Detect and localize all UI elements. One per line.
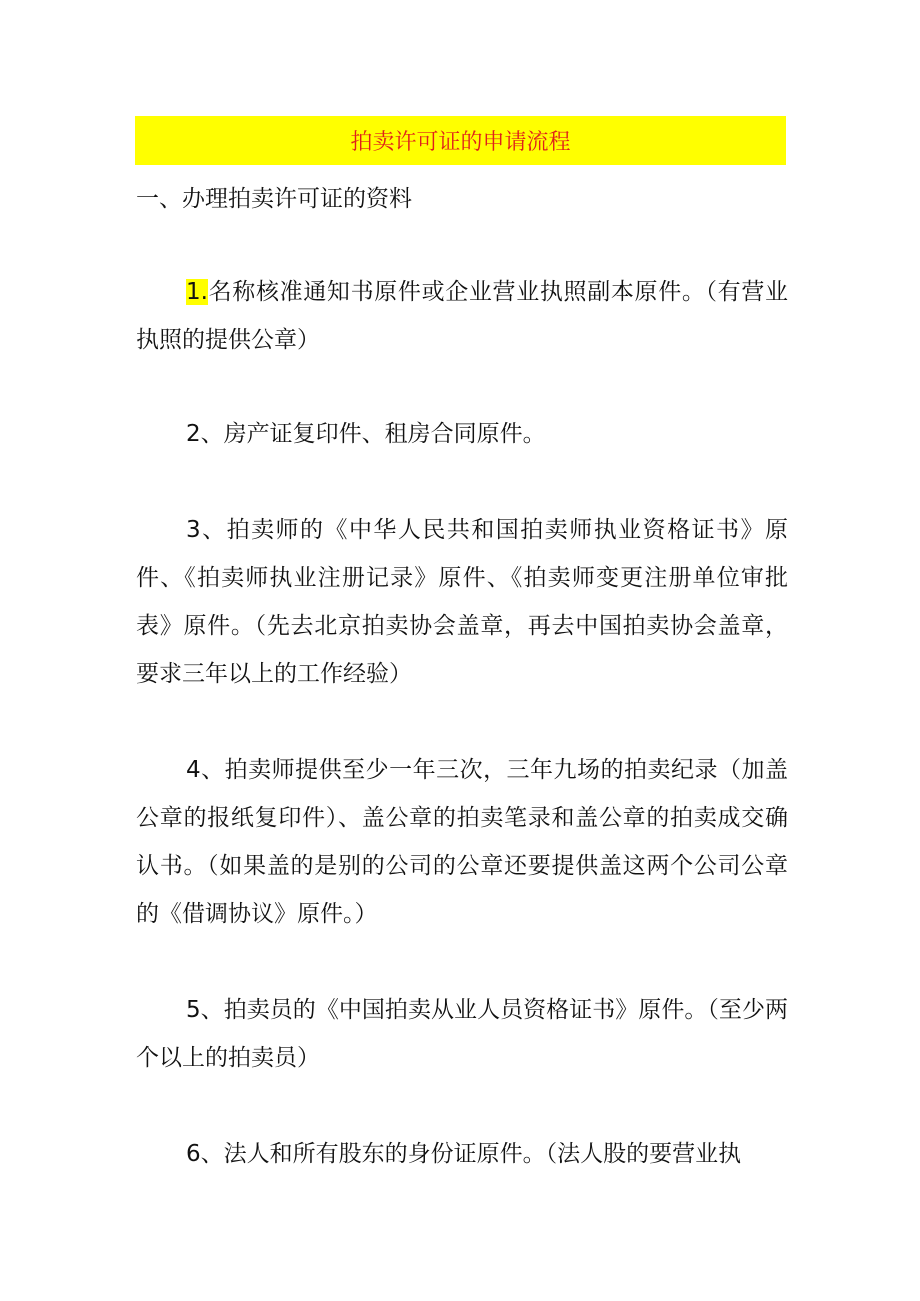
list-item-4 [136,746,788,938]
item-number-4: 4、 [186,757,225,783]
item-number-5: 5、 [186,997,224,1023]
item-text-4: 拍卖师提供至少一年三次，三年九场的拍卖纪录（加盖公章的报纸复印件）、盖公章的拍卖笔录和盖公章的拍卖成交确认书。（如果盖的是别的公司的公章还要提供盖这两个公司公章的《借调协议》原件。） [136,757,788,927]
item-number-3: 3、 [186,517,227,543]
item-text-3: 拍卖师的《中华人民共和国拍卖师执业资格证书》原件、《拍卖师执业注册记录》原件、《拍卖师变更注册单位审批表》原件。（先去北京拍卖协会盖章，再去中国拍卖协会盖章，要求三年以上的工作经验） [136,517,789,687]
section-heading: 一、办理拍卖许可证的资料 [136,186,412,212]
item-number-6: 6、 [186,1141,224,1167]
item-text-2: 房产证复印件、租房合同原件。 [223,421,546,447]
item-number-1: 1. [186,279,208,305]
list-item-6 [136,1130,788,1178]
item-number-2: 2、 [186,421,224,447]
item-text-5: 拍卖员的《中国拍卖从业人员资格证书》原件。（至少两个以上的拍卖员） [136,997,788,1071]
item-text-1: 名称核准通知书原件或企业营业执照副本原件。（有营业执照的提供公章） [136,279,788,353]
list-item-1 [136,268,788,364]
list-item-3 [136,506,788,698]
title-banner [135,116,786,165]
page-title: 拍卖许可证的申请流程 [350,130,571,155]
list-item-2 [136,410,788,458]
item-text-6: 法人和所有股东的身份证原件。（法人股的要营业执 [223,1141,742,1167]
list-item-5 [136,986,788,1082]
